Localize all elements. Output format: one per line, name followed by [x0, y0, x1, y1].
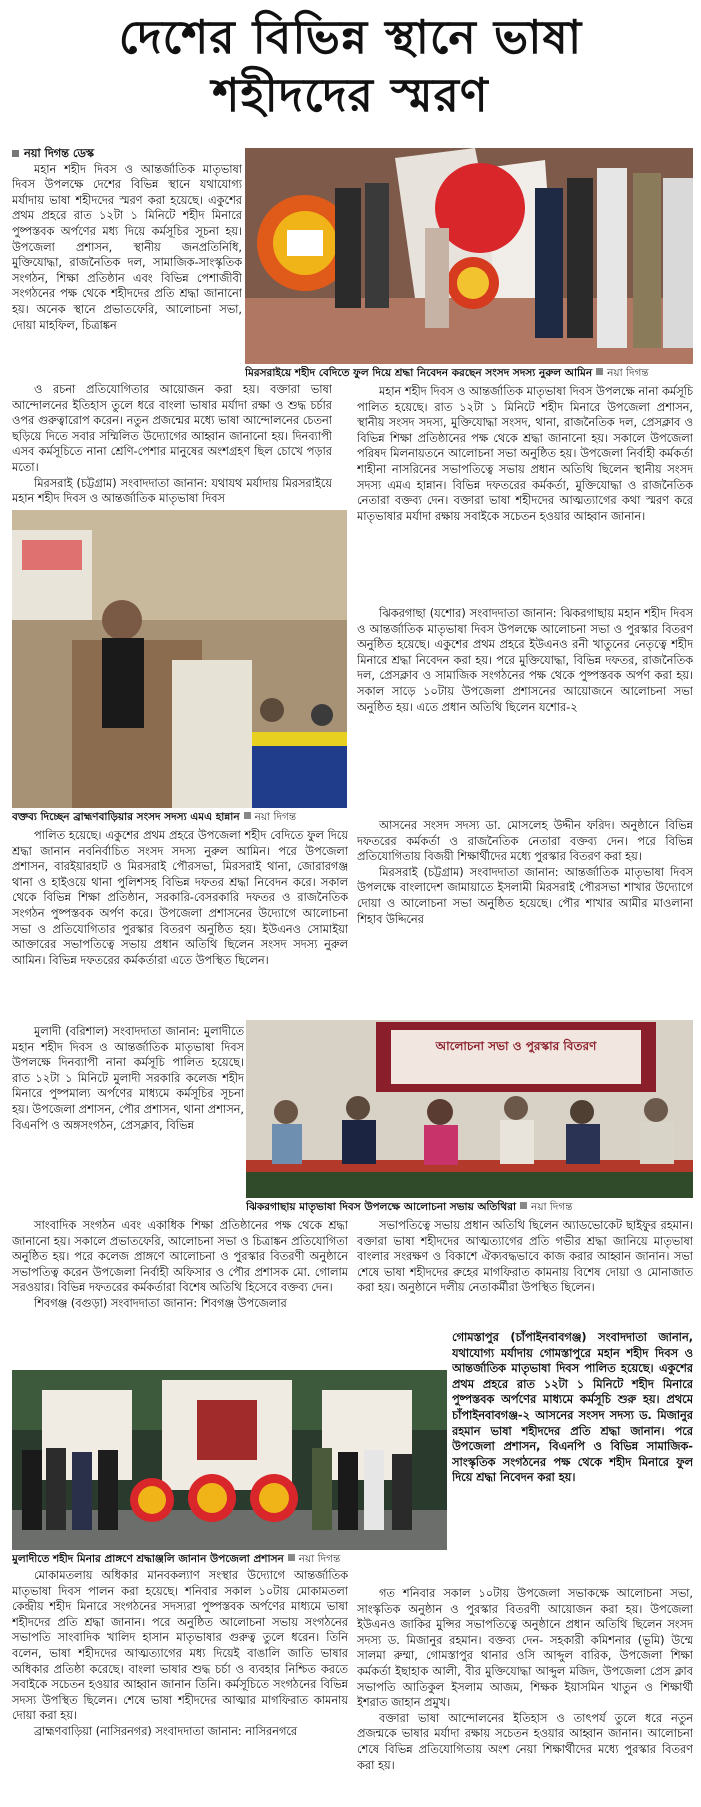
column-text-right-2: ঝিকরগাছা (যশোর) সংবাদদাতা জানান: ঝিকরগাছায় মহান শহীদ দিবস ও আন্তর্জাতিক মাতৃভাষা দিবস উপলক্ষে আলোচনা সভা ও পুরস্কার বিতরণ অনুষ্ঠিত হয়েছে। একুশের প্রথম প্রহরে ইউএনও রনী খাতুনের নেতৃত্বে শহীদ মিনারে শ্রদ্ধা নিবেদন করা হয়। পরে মুক্তিযোদ্ধা, বিভিন্ন দফতর, রাজনৈতিক দল, প্রেসক্লাব ও সামাজিক সংগঠনের পক্ষ থেকে পুষ্পস্তবক অর্পণ করা হয়। সকাল সাড়ে ১০টায় উপজেলা প্রশাসনের আয়োজনে আলোচনা সভা অনুষ্ঠিত হয়। এতে প্রধান অতিথি ছিলেন যশোর-২: [357, 607, 693, 714]
photo-jhikargachha-seminar: [246, 1020, 693, 1198]
column-text-bottom-left: মোকামতলায় অধিকার মানবকল্যাণ সংস্থার উদ্যোগে আন্তর্জাতিক মাতৃভাষা দিবস পালন করা হয়েছে। শনিবার সকাল ১০টায় মোকামতলা কেন্দ্রীয় শহীদ মিনারে সংগঠনের সদস্যরা পুষ্পস্তবক অর্পণের মাধ্যমে ভাষা শহীদদের প্রতি শ্রদ্ধা জানান। পরে অনুষ্ঠিত আলোচনা সভায় সংগঠনের সভাপতি সাংবাদিক খালিদ হাসান মাতৃভাষার গুরুত্ব তুলে ধরেন। তিনি বলেন, ভাষা শহীদদের আত্মত্যাগের মধ্য দিয়েই বাঙালি জাতি ভাষার অধিকার প্রতিষ্ঠা করেছে। বাংলা ভাষার শুদ্ধ চর্চা ও ব্যবহার নিশ্চিত করতে সবাইকে সচেতন হওয়ার আহ্বান জানান তিনি। কর্মসূচিতে সংগঠনের বিভিন্ন সদস্য উপস্থিত ছিলেন। শেষে ভাষা শহীদদের আত্মার মাগফিরাত কামনায় দোয়া করা হয়। ব্রাহ্মণবাড়িয়া (নাসিরনগর) সংবাদদাতা জানান: নাসিরনগরে: [12, 1569, 348, 1738]
desk-byline: নয়া দিগন্ত ডেস্ক: [12, 146, 242, 162]
column-text-right-3: আসনের সংসদ সদস্য ডা. মোসলেহ উদ্দীন ফরিদ। অনুষ্ঠানে বিভিন্ন দফতরের কর্মকর্তা ও রাজনৈতিক নেতারা বক্তব্য দেন। পরে বিভিন্ন প্রতিযোগিতায় বিজয়ী শিক্ষার্থীদের মধ্যে পুরস্কার বিতরণ করা হয়। মিরসরাই (চট্টগ্রাম) সংবাদদাতা জানান: আন্তর্জাতিক মাতৃভাষা দিবস উপলক্ষে বাংলাদেশ জামায়াতে ইসলামী মিরসরাই পৌরসভা শাখার উদ্যোগে দোয়া ও আলোচনা সভা অনুষ্ঠিত হয়েছে। পৌর শাখার আমীর মাওলানা শিহাব উদ্দিনের: [357, 819, 693, 926]
column-text-gomastapur: গোমস্তাপুর (চাঁপাইনবাবগঞ্জ) সংবাদদাতা জানান, যথাযোগ্য মর্যাদায় গোমস্তাপুরে মহান শহীদ দিবস ও আন্তর্জাতিক মাতৃভাষা দিবস পালিত হয়েছে। একুশের প্রথম প্রহরে রাত ১২টা ১ মিনিটে শহীদ মিনারে পুষ্পস্তবক অর্পণের মাধ্যমে কর্মসূচি শুরু হয়। প্রথমে চাঁপাইনবাবগঞ্জ-২ আসনের সংসদ সদস্য ড. মিজানুর রহমান ভাষা শহীদদের প্রতি শ্রদ্ধা জানান। পরে উপজেলা প্রশাসন, বিএনপি ও বিভিন্ন সামাজিক-সাংস্কৃতিক সংগঠনের পক্ষ থেকে শহীদ মিনারে ফুল দিয়ে শ্রদ্ধা নিবেদন করা হয়।: [452, 1331, 693, 1485]
shibganj-dateline: শিবগঞ্জ (বগুড়া) সংবাদদাতা জানান: শিবগঞ্জ উপজেলার: [34, 1296, 287, 1310]
column-text-muladi: মুলাদী (বরিশাল) সংবাদদাতা জানান: মুলাদীতে মহান শহীদ দিবস ও আন্তর্জাতিক মাতৃভাষা দিবস উপলক্ষে দিনব্যাপী নানা কর্মসূচি পালিত হয়েছে। রাত ১২টা ১ মিনিটে মুলাদী সরকারি কলেজ শহীদ মিনারে পুষ্পমাল্য অর্পণের মাধ্যমে কর্মসূচির সূচনা হয়। উপজেলা প্রশাসন, পৌর প্রশাসন, থানা প্রশাসন, বিএনপি ও অঙ্গসংগঠন, প্রেসক্লাব, বিভিন্ন: [12, 1025, 244, 1132]
headline-line-1: দেশের বিভিন্ন স্থানে ভাষা: [118, 10, 583, 64]
column-text-bottom-right: গত শনিবার সকাল ১০টায় উপজেলা সভাকক্ষে আলোচনা সভা, সাংস্কৃতিক অনুষ্ঠান ও পুরস্কার বিতরণী আয়োজন করা হয়। উপজেলা ইউএনও জাকির মুন্সির সভাপতিত্বে অনুষ্ঠানে প্রধান অতিথি ছিলেন সংসদ সদস্য ড. মিজানুর রহমান। বক্তব্য দেন- সহকারী কমিশনার (ভূমি) উম্মে সালমা রুম্মা, গোমস্তাপুর থানার ওসি আব্দুল বারিক, উপজেলা শিক্ষা কর্মকর্তা ইছাহাক আলী, বীর মুক্তিযোদ্ধা আব্দুল মজিদ, উপজেলা প্রেস ক্লাব সভাপতি আতিকুল ইসলাম আজম, শিক্ষক ইয়াসমিন খাতুন ও শিক্ষার্থী ইশরাত জাহান প্রমুখ। বক্তারা ভাষা আন্দোলনের ইতিহাস ও তাৎপর্য তুলে ধরে নতুন প্রজন্মকে ভাষার মর্যাদা রক্ষায় সচেতন হওয়ার আহ্বান জানান। আলোচনা শেষে বিভিন্ন প্রতিযোগিতায় অংশ নেয়া শিক্ষার্থীদের মধ্যে পুরস্কার বিতরণ করা হয়।: [357, 1587, 693, 1772]
column-text-right-1: মহান শহীদ দিবস ও আন্তর্জাতিক মাতৃভাষা দিবস উপলক্ষে নানা কর্মসূচি পালিত হয়েছে। রাত ১২টা ১ মিনিটে শহীদ মিনারে উপজেলা প্রশাসন, স্থানীয় সংসদ সদস্য, মুক্তিযোদ্ধা সংসদ, থানা, রাজনৈতিক দল, প্রেসক্লাব ও বিভিন্ন শিক্ষা প্রতিষ্ঠানের পক্ষ থেকে শ্রদ্ধা জানানো হয়। সকালে উপজেলা পরিষদ মিলনায়তনে আলোচনা সভা অনুষ্ঠিত হয়। উপজেলা নির্বাহী কর্মকর্তা শাহীনা নাসরিনের সভাপতিত্বে সভায় প্রধান অতিথি ছিলেন স্থানীয় সংসদ সদস্য এমএ হান্নান। বিভিন্ন দফতরের কর্মকর্তা, মুক্তিযোদ্ধা ও রাজনৈতিক নেতারা বক্তব্য দেন। বক্তারা ভাষা শহীদদের আত্মত্যাগের কথা স্মরণ করে মাতৃভাষার মর্যাদা রক্ষায় সবাইকে সচেতন হওয়ার আহ্বান জানান।: [357, 385, 693, 523]
intro-paragraph: মহান শহীদ দিবস ও আন্তর্জাতিক মাতৃভাষা দিবস উপলক্ষে দেশের বিভিন্ন স্থানে যথাযোগ্য মর্যাদায় ভাষা শহীদদের স্মরণ করা হয়েছে। একুশের প্রথম প্রহরে রাত ১২টা ১ মিনিটে শহীদ মিনারে পুষ্পস্তবক অর্পণের মধ্য দিয়ে কর্মসূচির সূচনা হয়। উপজেলা প্রশাসন, স্থানীয় জনপ্রতিনিধি, মুক্তিযোদ্ধা, রাজনৈতিক দল, সামাজিক-সাংস্কৃতিক সংগঠন, শিক্ষা প্রতিষ্ঠান এবং বিভিন্ন পেশাজীবী সংগঠনের পক্ষ থেকে শহীদদের প্রতি শ্রদ্ধা জানানো হয়। অনেক স্থানে প্রভাতফেরি, আলোচনা সভা, দোয়া মাহফিল, চিত্রাঙ্কন: [12, 162, 242, 332]
column-text-left-4: সাংবাদিক সংগঠন এবং একাধিক শিক্ষা প্রতিষ্ঠানের পক্ষ থেকে শ্রদ্ধা জানানো হয়। সকালে প্রভাতফেরি, আলোচনা সভা ও চিত্রাঙ্কন প্রতিযোগিতা অনুষ্ঠিত হয়। পরে কলেজ প্রাঙ্গণে আলোচনা ও পুরস্কার বিতরণী অনুষ্ঠানে সভাপতিত্ব করেন উপজেলা নির্বাহী অফিসার ও পৌর প্রশাসক মো. গোলাম সরওয়ার। বিভিন্ন দফতরের কর্মকর্তারা বিশেষ অতিথি হিসেবে বক্তব্য দেন। শিবগঞ্জ (বগুড়া) সংবাদদাতা জানান: শিবগঞ্জ উপজেলার: [12, 1219, 348, 1310]
mirsarai-dateline: মিরসরাই (চট্টগ্রাম) সংবাদদাতা জানান: যথাযথ মর্যাদায় মিরসরাইয়ে মহান শহীদ দিবস ও আন্তর্জাতিক মাতৃভাষা দিবস: [12, 476, 332, 506]
caption-source: নয়া দিগন্ত: [531, 1201, 573, 1213]
headline: [0, 8, 701, 124]
column-text-left-3: পালিত হয়েছে। একুশের প্রথম প্রহরে উপজেলা শহীদ বেদিতে ফুল দিয়ে শ্রদ্ধা জানান নবনির্বাচিত সংসদ সদস্য নুরুল আমিন। পরে উপজেলা প্রশাসন, বারইয়ারহাট ও মিরসরাই পৌরসভা, মিরসরাই থানা, জোরারগঞ্জ থানা ও হাইওয়ে থানা পুলিশসহ বিভিন্ন দফতর শ্রদ্ধা নিবেদন করে। সকাল থেকে বিভিন্ন শিক্ষা প্রতিষ্ঠান, সরকারি-বেসরকারি দফতর ও রাজনৈতিক সংগঠন পুষ্পস্তবক অর্পণ করে। উপজেলা প্রশাসনের উদ্যোগে আলোচনা সভা ও প্রতিযোগিতার পুরস্কার বিতরণ অনুষ্ঠিত হয়। ইউএনও সোমাইয়া আক্তারের সভাপতিত্বে সভায় প্রধান অতিথি ছিলেন সংসদ সদস্য নুরুল আমিন। বিভিন্ন দফতরের কর্মকর্তারা এতে উপস্থিত ছিলেন।: [12, 829, 348, 967]
square-bullet-icon: [596, 368, 603, 375]
caption-3: ঝিকরগাছায় মাতৃভাষা দিবস উপলক্ষে আলোচনা সভায় অতিথিরা নয়া দিগন্ত: [246, 1201, 573, 1213]
nasirnagar-dateline: ব্রাহ্মণবাড়িয়া (নাসিরনগর) সংবাদদাতা জানান: নাসিরনগরে: [34, 1724, 298, 1738]
caption-source: নয়া দিগন্ত: [607, 367, 649, 379]
square-bullet-icon: [12, 150, 19, 157]
square-bullet-icon: [244, 812, 251, 819]
caption-1: মিরসরাইয়ে শহীদ বেদিতে ফুল দিয়ে শ্রদ্ধা নিবেদন করছেন সংসদ সদস্য নুরুল আমিন নয়া দিগন্ত: [245, 367, 649, 379]
caption-2: বক্তব্য দিচ্ছেন ব্রাহ্মণবাড়িয়ার সংসদ সদস্য এমএ হান্নান নয়া দিগন্ত: [12, 811, 297, 823]
column-text-right-4: সভাপতিত্বে সভায় প্রধান অতিথি ছিলেন অ্যাডভোকেট ছাইফুর রহমান। বক্তারা ভাষা শহীদদের আত্মত্যাগের প্রতি গভীর শ্রদ্ধা জানিয়ে মাতৃভাষা বাংলার সংরক্ষণ ও বিকাশে ঐক্যবদ্ধভাবে কাজ করার আহ্বান জানান। সভা শেষে ভাষা শহীদদের রুহের মাগফিরাত কামনায় বিশেষ দোয়া ও মোনাজাত করা হয়। অনুষ্ঠানে দলীয় নেতাকর্মীরা উপস্থিত ছিলেন।: [357, 1219, 693, 1295]
caption-source: নয়া দিগন্ত: [298, 1553, 341, 1565]
caption-source: নয়া দিগন্ত: [254, 811, 297, 823]
seminar-banner-text: আলোচনা সভা ও পুরস্কার বিতরণ: [435, 1039, 597, 1053]
intro-column: [12, 146, 242, 382]
photo-speech-mp: [12, 510, 347, 808]
photo-mirsarai-monument: [245, 148, 693, 364]
square-bullet-icon: [520, 1202, 527, 1209]
column-text-left-2: ও রচনা প্রতিযোগিতার আয়োজন করা হয়। বক্তারা ভাষা আন্দোলনের ইতিহাস তুলে ধরে বাংলা ভাষার মর্যাদা রক্ষা ও শুদ্ধ চর্চার ওপর গুরুত্বারোপ করেন। নতুন প্রজন্মের মধ্যে ভাষা আন্দোলনের চেতনা ছড়িয়ে দিতে সবার সম্মিলিত উদ্যোগের আহ্বান জানানো হয়। দিনব্যাপী এসব কর্মসূচিতে নানা শ্রেণি-পেশার মানুষের অংশগ্রহণ ছিল চোখে পড়ার মতো। মিরসরাই (চট্টগ্রাম) সংবাদদাতা জানান: যথাযথ মর্যাদায় মিরসরাইয়ে মহান শহীদ দিবস ও আন্তর্জাতিক মাতৃভাষা দিবস: [12, 383, 332, 506]
square-bullet-icon: [288, 1554, 295, 1561]
photo-muladi-monument: [12, 1370, 447, 1550]
caption-4: মুলাদীতে শহীদ মিনার প্রাঙ্গণে শ্রদ্ধাঞ্জলি জানান উপজেলা প্রশাসন নয়া দিগন্ত: [12, 1553, 341, 1565]
headline-line-2: শহীদদের স্মরণ: [212, 68, 489, 122]
